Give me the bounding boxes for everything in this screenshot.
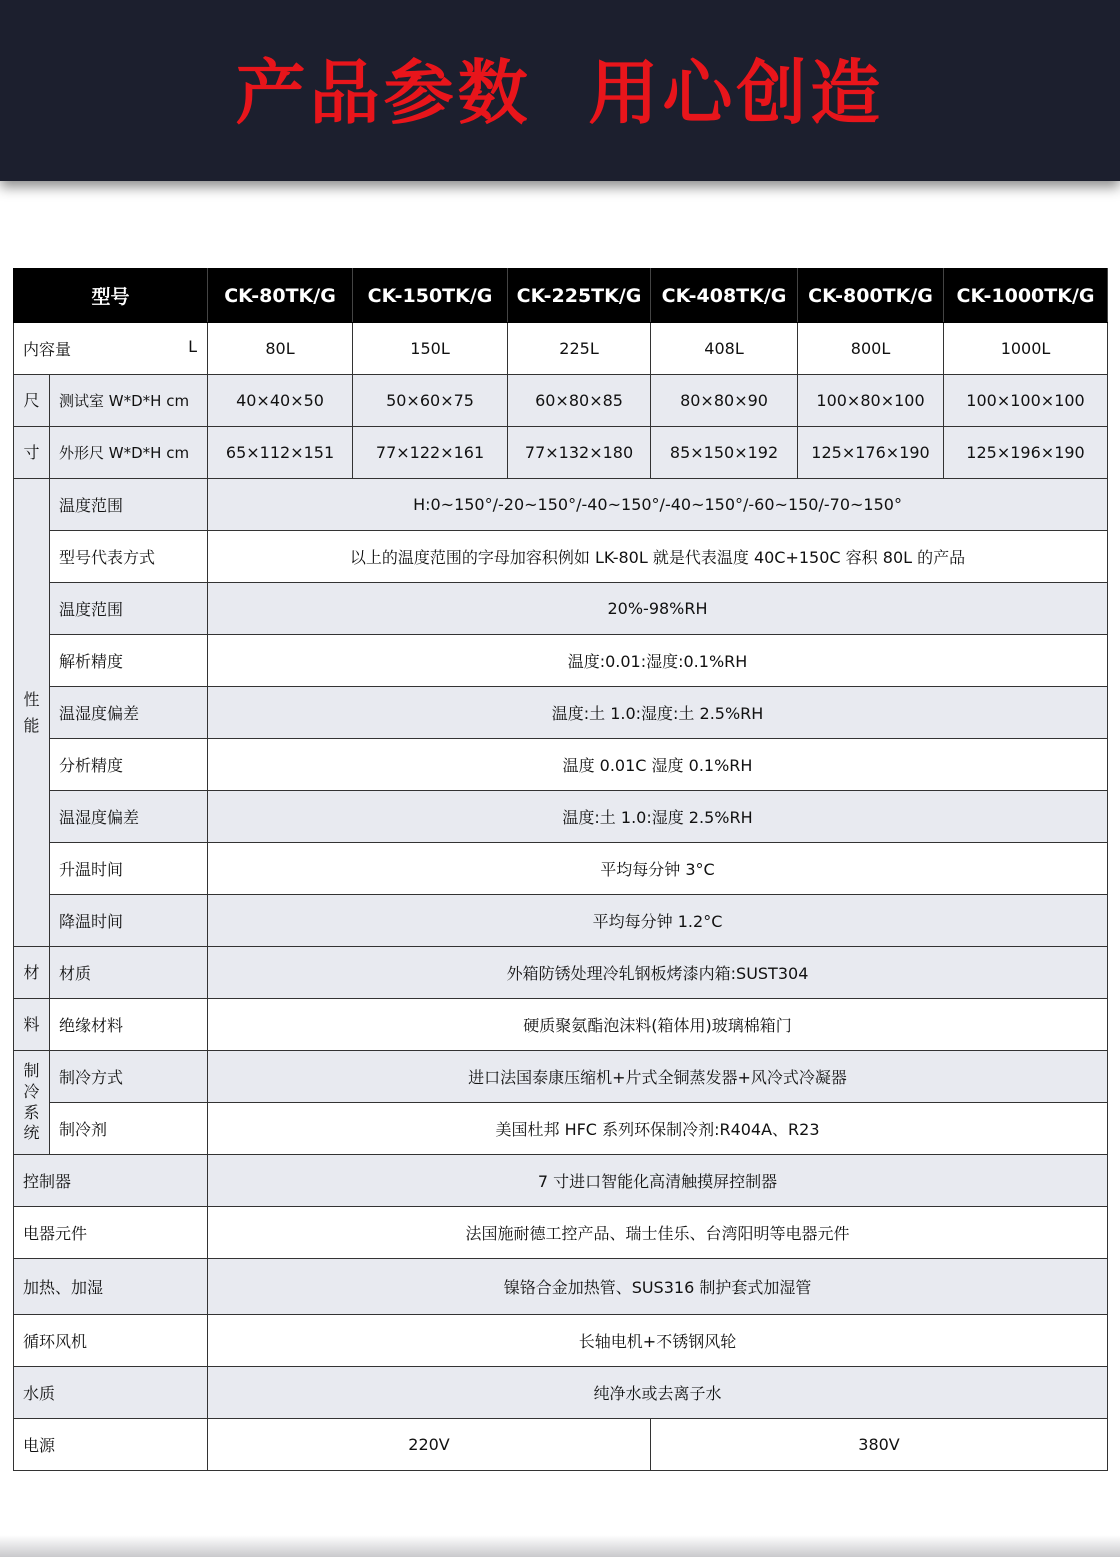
performance-row — [14, 843, 1108, 895]
capacity-value: 80L — [208, 323, 353, 375]
row-value: 硬质聚氨酯泡沫料(箱体用)玻璃棉箱门 — [208, 999, 1108, 1051]
size-value: 40×40×50 — [208, 375, 353, 427]
row-value: 温度:0.01:湿度:0.1%RH — [208, 635, 1108, 687]
performance-row — [14, 635, 1108, 687]
material-group-label — [14, 999, 50, 1051]
material-group-label — [14, 947, 50, 999]
header-model: CK-225TK/G — [508, 269, 651, 323]
capacity-value: 408L — [651, 323, 798, 375]
row-value: 温度:土 1.0:湿度:土 2.5%RH — [208, 687, 1108, 739]
performance-row — [14, 583, 1108, 635]
row-label: 材质 — [50, 947, 208, 999]
group-char: 冷 — [23, 1081, 40, 1101]
row-label: 温湿度偏差 — [50, 791, 208, 843]
size-value: 100×80×100 — [798, 375, 944, 427]
row-label: 制冷方式 — [50, 1051, 208, 1103]
material-row — [14, 947, 1108, 999]
group-char: 能 — [23, 715, 40, 735]
capacity-row — [14, 323, 1108, 375]
row-value: 美国杜邦 HFC 系列环保制冷剂:R404A、R23 — [208, 1103, 1108, 1155]
row-label: 测试室 W*D*H cm — [50, 375, 208, 427]
misc-row — [14, 1367, 1108, 1419]
size-row — [14, 375, 1108, 427]
row-label: 温湿度偏差 — [50, 687, 208, 739]
banner-title: 产品参数 用心创造 — [235, 52, 885, 134]
size-value: 125×196×190 — [944, 427, 1108, 479]
row-value: 温度:土 1.0:湿度 2.5%RH — [208, 791, 1108, 843]
group-char: 尺 — [23, 390, 40, 410]
performance-group-label — [14, 479, 50, 947]
row-value: 平均每分钟 1.2°C — [208, 895, 1108, 947]
row-value: 20%-98%RH — [208, 583, 1108, 635]
row-label: 解析精度 — [50, 635, 208, 687]
header-model: CK-1000TK/G — [944, 269, 1108, 323]
capacity-value: 150L — [353, 323, 508, 375]
size-value: 77×132×180 — [508, 427, 651, 479]
row-label: 水质 — [14, 1367, 208, 1419]
row-value: 7 寸进口智能化高清触摸屏控制器 — [208, 1155, 1108, 1207]
size-value: 60×80×85 — [508, 375, 651, 427]
group-char: 统 — [23, 1123, 40, 1143]
misc-row — [14, 1155, 1108, 1207]
misc-row — [14, 1315, 1108, 1367]
row-value: 法国施耐德工控产品、瑞士佳乐、台湾阳明等电器元件 — [208, 1207, 1108, 1259]
group-char: 材 — [23, 962, 40, 982]
misc-row — [14, 1207, 1108, 1259]
row-label: 升温时间 — [50, 843, 208, 895]
power-value: 380V — [651, 1419, 1108, 1471]
size-value: 85×150×192 — [651, 427, 798, 479]
power-label: 电源 — [14, 1419, 208, 1471]
refrigeration-group-label — [14, 1051, 50, 1155]
row-label: 加热、加湿 — [14, 1259, 208, 1315]
capacity-label: 内容量 — [23, 340, 72, 359]
header-model-label: 型号 — [14, 269, 208, 323]
row-label: 控制器 — [14, 1155, 208, 1207]
row-value: 温度 0.01C 湿度 0.1%RH — [208, 739, 1108, 791]
performance-row — [14, 687, 1108, 739]
row-value: 平均每分钟 3°C — [208, 843, 1108, 895]
row-label: 循环风机 — [14, 1315, 208, 1367]
size-value: 50×60×75 — [353, 375, 508, 427]
capacity-value: 800L — [798, 323, 944, 375]
row-label: 降温时间 — [50, 895, 208, 947]
size-value: 100×100×100 — [944, 375, 1108, 427]
performance-row — [14, 791, 1108, 843]
group-char: 料 — [23, 1014, 40, 1034]
power-value: 220V — [208, 1419, 651, 1471]
refrigeration-row — [14, 1103, 1108, 1155]
row-label: 绝缘材料 — [50, 999, 208, 1051]
size-value: 125×176×190 — [798, 427, 944, 479]
material-row — [14, 999, 1108, 1051]
refrigeration-row — [14, 1051, 1108, 1103]
row-value: 以上的温度范围的字母加容积例如 LK-80L 就是代表温度 40C+150C 容积 80L 的产品 — [208, 531, 1108, 583]
capacity-unit: L — [188, 337, 198, 356]
group-char: 系 — [23, 1102, 40, 1122]
capacity-label-cell — [14, 323, 208, 375]
title-banner — [0, 0, 1120, 181]
performance-row — [14, 479, 1108, 531]
size-value: 80×80×90 — [651, 375, 798, 427]
size-row — [14, 427, 1108, 479]
header-model: CK-80TK/G — [208, 269, 353, 323]
row-label: 分析精度 — [50, 739, 208, 791]
row-label: 电器元件 — [14, 1207, 208, 1259]
row-value: 纯净水或去离子水 — [208, 1367, 1108, 1419]
group-char: 性 — [23, 689, 40, 709]
row-label: 温度范围 — [50, 583, 208, 635]
header-model: CK-408TK/G — [651, 269, 798, 323]
size-group-label — [14, 375, 50, 427]
size-group-label — [14, 427, 50, 479]
performance-row — [14, 531, 1108, 583]
bottom-shadow — [0, 1535, 1120, 1557]
spec-table — [13, 268, 1108, 1471]
group-char: 寸 — [23, 442, 40, 462]
performance-row — [14, 895, 1108, 947]
size-value: 65×112×151 — [208, 427, 353, 479]
power-row — [14, 1419, 1108, 1471]
misc-row — [14, 1259, 1108, 1315]
row-label: 温度范围 — [50, 479, 208, 531]
row-value: 进口法国泰康压缩机+片式全铜蒸发器+风冷式冷凝器 — [208, 1051, 1108, 1103]
header-model: CK-800TK/G — [798, 269, 944, 323]
row-label: 制冷剂 — [50, 1103, 208, 1155]
row-value: 外箱防锈处理冷轧钢板烤漆内箱:SUST304 — [208, 947, 1108, 999]
size-value: 77×122×161 — [353, 427, 508, 479]
header-model: CK-150TK/G — [353, 269, 508, 323]
capacity-value: 1000L — [944, 323, 1108, 375]
group-char: 制 — [23, 1060, 40, 1080]
row-value: H:0~150°/-20~150°/-40~150°/-40~150°/-60~150/-70~150° — [208, 479, 1108, 531]
row-value: 长轴电机+不锈钢风轮 — [208, 1315, 1108, 1367]
row-label: 外形尺 W*D*H cm — [50, 427, 208, 479]
header-row — [14, 269, 1108, 323]
row-value: 镍铬合金加热管、SUS316 制护套式加湿管 — [208, 1259, 1108, 1315]
performance-row — [14, 739, 1108, 791]
capacity-value: 225L — [508, 323, 651, 375]
row-label: 型号代表方式 — [50, 531, 208, 583]
